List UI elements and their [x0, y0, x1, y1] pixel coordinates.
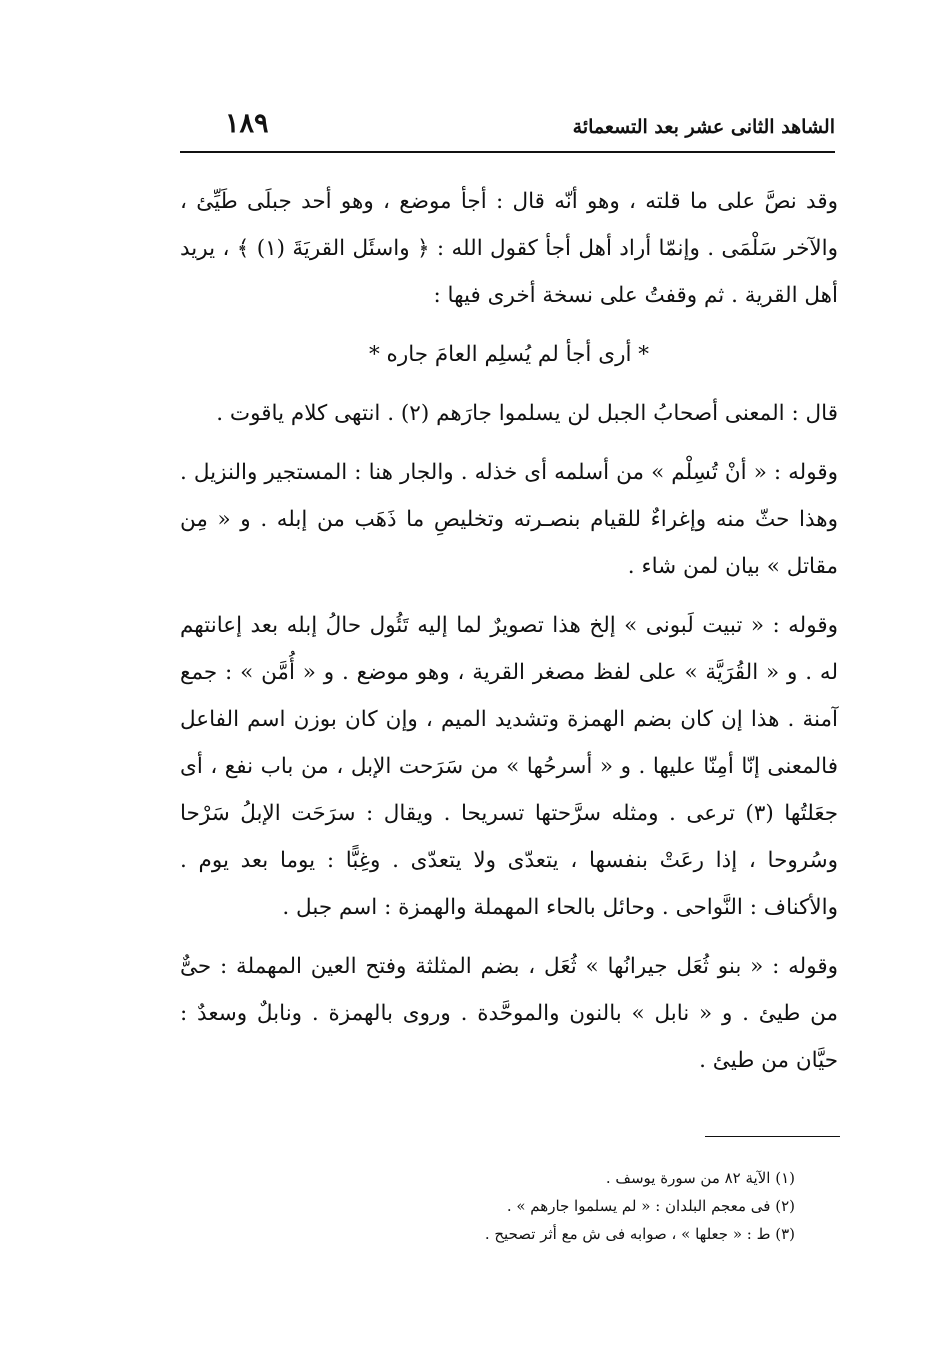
header-rule — [180, 151, 835, 153]
paragraph-1: وقد نصَّ على ما قلته ، وهو أنّه قال : أجأ موضع ، وهو أحد جبلَى طَيِّئ ، والآخر سَلْمَى . وإنمّا أراد أهل أجأ كقول الله : ﴿ واسئَل القريَةَ (١) ﴾ ، يريد أهل القرية . ثم وقفتُ على نسخة أخرى فيها : — [180, 189, 838, 308]
page-number: ١٨٩ — [225, 108, 269, 139]
footnote-1: (١) الآية ٨٢ من سورة يوسف . — [605, 1169, 795, 1187]
page-header — [180, 108, 835, 152]
paragraph-4: وقوله : « تبيت لَبونى » إلخ هذا تصويرٌ لما إليه تَئُول حالُ إبله بعد إعانتهم له . و « القُرَيَّة » على لفظ مصغر القرية ، وهو موضع . و « أُمَّن » : جمع آمنة . هذا إن كان بضم الهمزة وتشديد الميم ، وإن كان بوزن اسم الفاعل فالمعنى إنّا أمِنّا عليها . و « أسرحُها » من سَرَحت الإبل ، من باب نفع ، أى جعَلتُها (٣) ترعى . ومثله سرَّحتها تسريحا . ويقال : سرَحَت الإبلُ سَرْحا وسُروحا ، إذا رعَتْ بنفسها ، يتعدّى ولا يتعدّى . وغِبًّا : يوما بعد يوم . والأكناف : النَّواحى . وحائل بالحاء المهملة والهمزة : اسم جبل . — [180, 613, 839, 920]
footnote-rule — [705, 1136, 840, 1137]
paragraph-3: وقوله : « أنْ تُسِلْم » من أسلمه أى خذله . والجار هنا : المستجير والنزيل . وهذا حثّ منه وإغراءٌ للقيام بنصـرته وتخليصِ ما ذَهَب من إبله . و « مِن مقاتل » بيان لمن شاء . — [180, 460, 838, 579]
main-text — [180, 178, 838, 1096]
footnote-3: (٣) ط : « جعلها » ، صوابه فى ش مع أثر تصحيح . — [484, 1225, 795, 1243]
paragraph-2: قال : المعنى أصحابُ الجبل لن يسلموا جارَهم (٢) . انتهى كلام ياقوت . — [216, 401, 838, 426]
running-title: الشاهد الثانى عشر بعد التسعمائة — [572, 116, 835, 138]
footnote-2: (٢) فى معجم البلدان : « لم يسلموا جارهم » . — [506, 1197, 795, 1215]
footnotes — [180, 1164, 795, 1248]
paragraph-5: وقوله : « بنو ثُعَل جيرانُها » ثُعَل ، بضم المثلثة وفتح العين المهملة : حىٌّ من طيئ . و « نابل » بالنون والموحَّدة . وروى بالهمزة . ونابلٌ وسعدٌ : حيَّان من طيئ . — [180, 954, 838, 1073]
verse-line: * أرى أجأ لم يُسلِم العامَ جاره * — [368, 342, 650, 367]
